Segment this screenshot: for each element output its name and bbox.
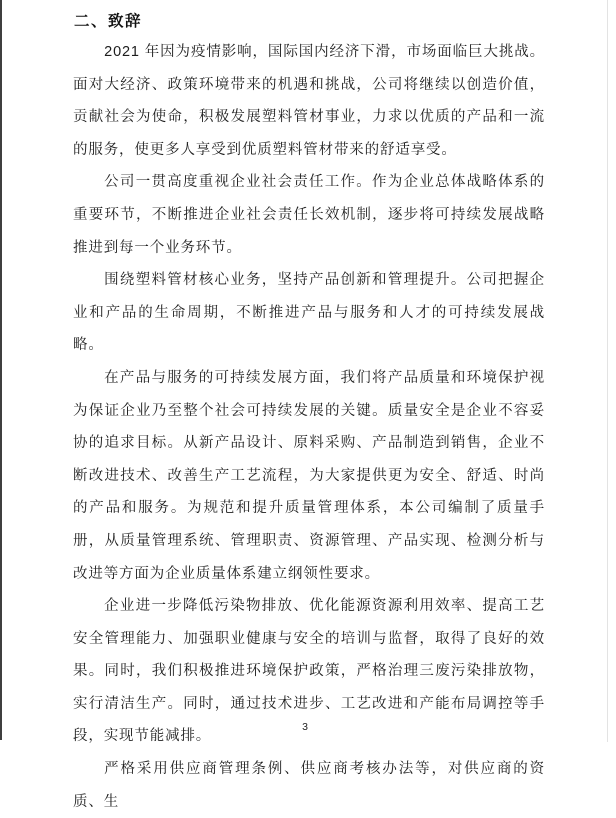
paragraph-social-responsibility: 公司一贯高度重视企业社会责任工作。作为企业总体战略体系的重要环节，不断推进企业社会责任长效机制，逐步将可持续发展战略推进到每一个业务环节。 xyxy=(73,174,545,256)
paragraph-suppliers: 严格采用供应商管理条例、供应商考核办法等，对供应商的资质、生 xyxy=(73,761,545,810)
page-right-border xyxy=(607,0,608,742)
document-body xyxy=(73,36,545,818)
paragraph-environment: 企业进一步降低污染物排放、优化能源资源利用效率、提高工艺安全管理能力、加强职业健康与安全的培训与监督，取得了良好的效果。同时，我们积极推进环境保护政策，严格治理三废污染排放物，实行清洁生产。同时，通过技术进步、工艺改进和产能布局调控等手段，实现节能减排。 xyxy=(73,598,545,745)
paragraph-product-quality: 在产品与服务的可持续发展方面，我们将产品质量和环境保护视为保证企业乃至整个社会可持续发展的关键。质量安全是企业不容妥协的追求目标。从新产品设计、原料采购、产品制造到销售，企业不断改进技术、改善生产工艺流程，为大家提供更为安全、舒适、时尚的产品和服务。为规范和提升质量管理体系，本公司编制了质量手册，从质量管理系统、管理职责、资源管理、产品实现、检测分析与改进等方面为企业质量体系建立纲领性要求。 xyxy=(73,369,545,582)
section-heading: 二、致辞 xyxy=(74,13,143,30)
paragraph-core-business: 围绕塑料管材核心业务，坚持产品创新和管理提升。公司把握企业和产品的生命周期，不断推进产品与服务和人才的可持续发展战略。 xyxy=(73,272,545,354)
paragraph-intro: 2021 年因为疫情影响，国际国内经济下滑，市场面临巨大挑战。面对大经济、政策环境带来的机遇和挑战，公司将继续以创造价值，贡献社会为使命，积极发展塑料管材事业，力求以优质的产品和一流的服务，使更多人享受到优质塑料管材带来的舒适享受。 xyxy=(73,44,545,158)
page-number: 3 xyxy=(302,721,308,733)
page-left-border xyxy=(0,0,2,740)
